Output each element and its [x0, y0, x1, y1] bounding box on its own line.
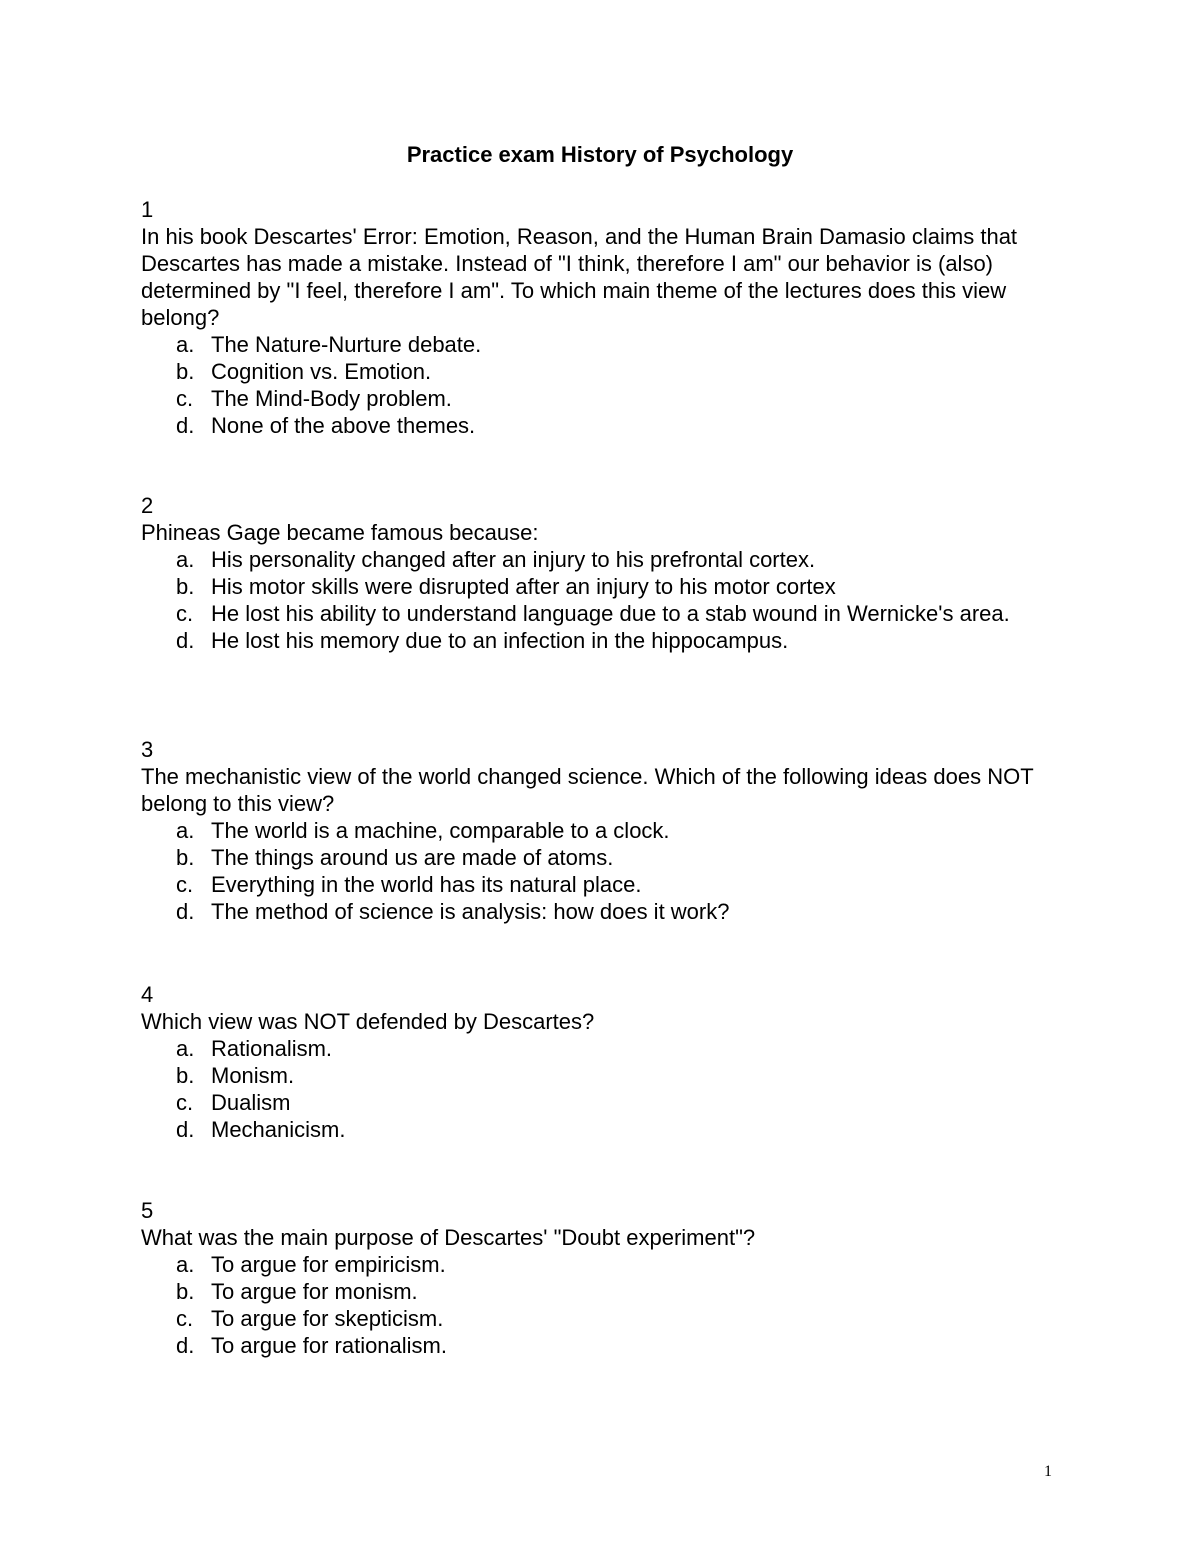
answer-option-a [141, 546, 1061, 573]
option-letter: d. [176, 628, 195, 653]
option-letter: b. [176, 574, 195, 599]
question-number: 3 [141, 737, 154, 762]
option-text: To argue for monism. [211, 1279, 418, 1304]
option-text: The method of science is analysis: how does it work? [211, 899, 730, 924]
option-letter: a. [176, 547, 195, 572]
question-number: 1 [141, 197, 154, 222]
option-text: To argue for skepticism. [211, 1306, 444, 1331]
option-letter: d. [176, 413, 195, 438]
question-text: The mechanistic view of the world changed science. Which of the following ideas does NOT belong to this view? [141, 764, 1034, 816]
answer-option-c [141, 871, 1061, 898]
page-title: Practice exam History of Psychology [406, 142, 794, 167]
answer-option-a [141, 1251, 1061, 1278]
answer-option-c [141, 600, 1061, 627]
answer-options [141, 1251, 1061, 1359]
option-letter: c. [176, 601, 194, 626]
question-4 [141, 981, 1061, 1143]
answer-option-a [141, 1035, 1061, 1062]
option-text: To argue for empiricism. [211, 1252, 446, 1277]
answer-option-d [141, 1332, 1061, 1359]
answer-option-d [141, 412, 1061, 439]
option-text: Dualism [211, 1090, 291, 1115]
option-text: To argue for rationalism. [211, 1333, 447, 1358]
answer-option-b [141, 358, 1061, 385]
option-text: His motor skills were disrupted after an injury to his motor cortex [211, 574, 836, 599]
question-3 [141, 736, 1061, 925]
question-number: 4 [141, 982, 154, 1007]
answer-options [141, 546, 1061, 654]
option-text: Rationalism. [211, 1036, 333, 1061]
option-letter: a. [176, 1036, 195, 1061]
option-text: Monism. [211, 1063, 295, 1088]
option-letter: b. [176, 1279, 195, 1304]
option-letter: c. [176, 872, 194, 897]
answer-option-b [141, 573, 1061, 600]
option-text: He lost his ability to understand language due to a stab wound in Wernicke's area. [211, 601, 1010, 626]
option-text: Mechanicism. [211, 1117, 346, 1142]
answer-option-b [141, 1062, 1061, 1089]
option-letter: b. [176, 1063, 195, 1088]
question-text: In his book Descartes' Error: Emotion, Reason, and the Human Brain Damasio claims that Descartes has made a mistake. Instead of "I think, therefore I am" our behavior is (also) determined by "I feel, therefore I am". To which main theme of the lectures does this view belong? [141, 224, 1018, 330]
option-text: He lost his memory due to an infection in the hippocampus. [211, 628, 789, 653]
option-letter: c. [176, 1090, 194, 1115]
option-text: Everything in the world has its natural place. [211, 872, 642, 897]
answer-options [141, 817, 1061, 925]
answer-option-d [141, 627, 1061, 654]
answer-options [141, 331, 1061, 439]
option-letter: c. [176, 1306, 194, 1331]
question-5 [141, 1197, 1061, 1359]
answer-option-c [141, 385, 1061, 412]
answer-options [141, 1035, 1061, 1143]
option-text: The things around us are made of atoms. [211, 845, 614, 870]
answer-option-b [141, 1278, 1061, 1305]
question-text: What was the main purpose of Descartes' "Doubt experiment"? [141, 1225, 756, 1250]
option-letter: b. [176, 359, 195, 384]
option-letter: d. [176, 1117, 195, 1142]
option-text: His personality changed after an injury to his prefrontal cortex. [211, 547, 816, 572]
answer-option-d [141, 898, 1061, 925]
option-letter: c. [176, 386, 194, 411]
answer-option-c [141, 1305, 1061, 1332]
option-letter: a. [176, 332, 195, 357]
option-letter: a. [176, 818, 195, 843]
question-text: Which view was NOT defended by Descartes? [141, 1009, 595, 1034]
option-text: The Mind-Body problem. [211, 386, 452, 411]
question-1 [141, 196, 1061, 439]
answer-option-a [141, 817, 1061, 844]
answer-option-d [141, 1116, 1061, 1143]
question-text: Phineas Gage became famous because: [141, 520, 539, 545]
option-letter: a. [176, 1252, 195, 1277]
option-text: The Nature-Nurture debate. [211, 332, 482, 357]
page-number: 1 [1044, 1463, 1052, 1480]
option-letter: b. [176, 845, 195, 870]
answer-option-c [141, 1089, 1061, 1116]
question-number: 2 [141, 493, 154, 518]
answer-option-a [141, 331, 1061, 358]
question-2 [141, 492, 1061, 654]
option-text: Cognition vs. Emotion. [211, 359, 432, 384]
answer-option-b [141, 844, 1061, 871]
option-letter: d. [176, 1333, 195, 1358]
option-letter: d. [176, 899, 195, 924]
option-text: The world is a machine, comparable to a clock. [211, 818, 670, 843]
question-number: 5 [141, 1198, 154, 1223]
option-text: None of the above themes. [211, 413, 476, 438]
